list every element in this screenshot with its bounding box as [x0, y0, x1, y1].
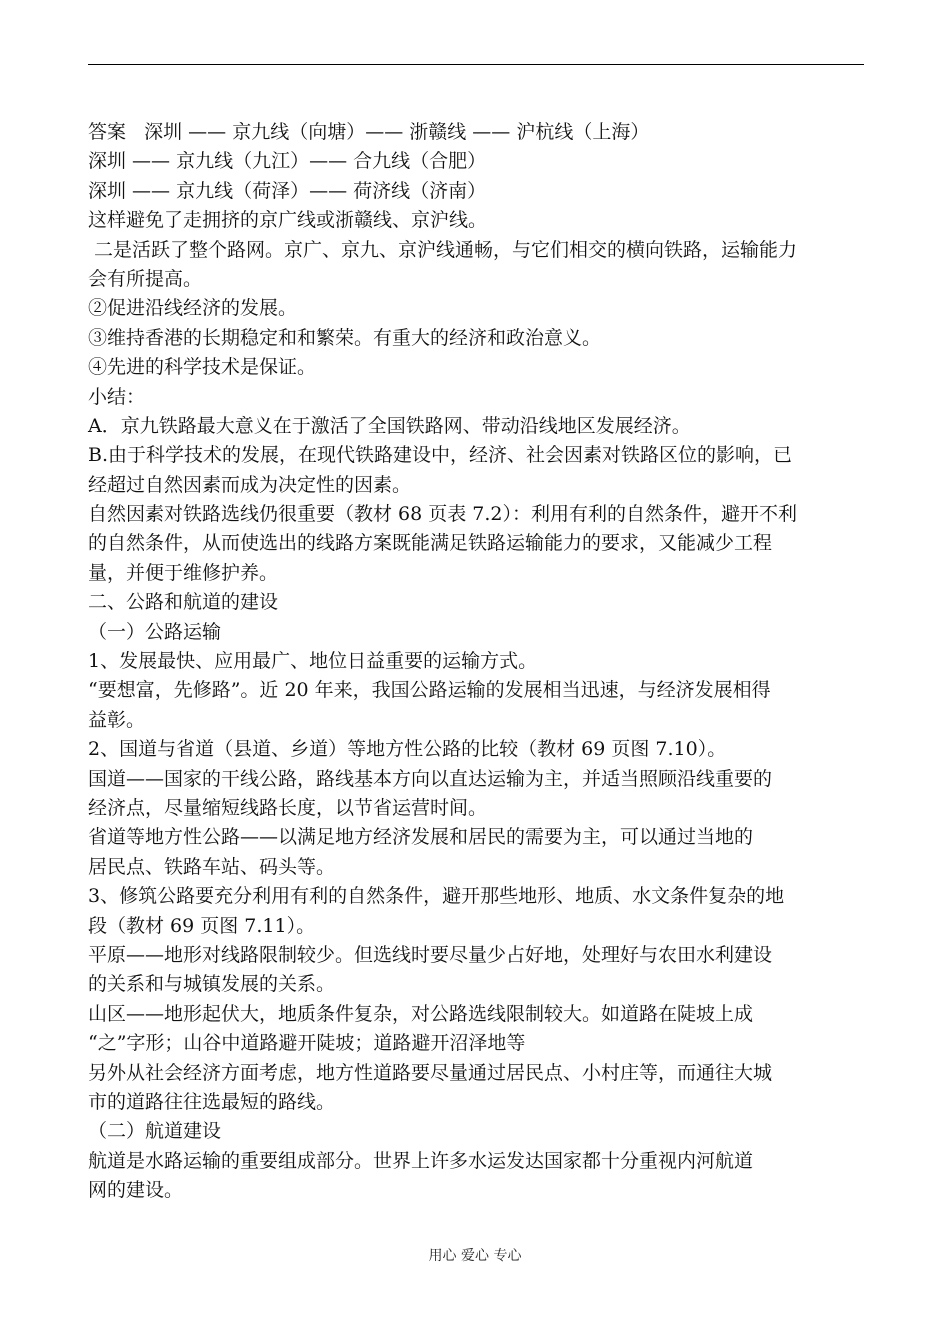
text-line: 2、国道与省道（县道、乡道）等地方性公路的比较（教材 69 页图 7.10）。 [88, 738, 727, 761]
text-line: 段（教材 69 页图 7.11）。 [88, 914, 316, 937]
text-line: 市的道路往往选最短的路线。 [88, 1090, 336, 1113]
text-line: 这样避免了走拥挤的京广线或浙赣线、京沪线。 [88, 209, 488, 232]
text-line: 居民点、铁路车站、码头等。 [88, 855, 336, 878]
text-line: 国道——国家的干线公路，路线基本方向以直达运输为主，并适当照顾沿线重要的 [88, 767, 773, 790]
text-line: B.由于科学技术的发展，在现代铁路建设中，经济、社会因素对铁路区位的影响，已 [88, 444, 793, 467]
text-line: 平原——地形对线路限制较少。但选线时要尽量少占好地，处理好与农田水利建设 [88, 943, 773, 966]
subsection-heading: （一）公路运输 [88, 620, 222, 643]
text-line: A．京九铁路最大意义在于激活了全国铁路网、带动沿线地区发展经济。 [88, 414, 691, 437]
text-line: 另外从社会经济方面考虑，地方性道路要尽量通过居民点、小村庄等，而通往大城 [88, 1061, 773, 1084]
section-heading: 小结： [88, 385, 146, 408]
text-line: 会有所提高。 [88, 267, 203, 290]
text-line: 益彰。 [88, 708, 146, 731]
text-line: 的关系和与城镇发展的关系。 [88, 973, 336, 996]
text-line: “之”字形；山谷中道路避开陡坡；道路避开沼泽地等 [88, 1032, 526, 1055]
text-line: 网的建设。 [88, 1179, 184, 1202]
text-line: 1、发展最快、应用最广、地位日益重要的运输方式。 [88, 650, 538, 673]
text-line: 的自然条件，从而使选出的线路方案既能满足铁路运输能力的要求，又能减少工程 [88, 532, 773, 555]
text-line: ②促进沿线经济的发展。 [88, 297, 298, 320]
text-line: 山区——地形起伏大，地质条件复杂，对公路选线限制较大。如道路在陡坡上成 [88, 1002, 754, 1025]
text-line: 深圳 —— 京九线（荷泽）—— 荷济线（济南） [88, 179, 487, 202]
page-footer: 用心 爱心 专心 [428, 1248, 522, 1264]
text-line: 省道等地方性公路——以满足地方经济发展和居民的需要为主，可以通过当地的 [88, 826, 754, 849]
text-line: ④先进的科学技术是保证。 [88, 356, 317, 379]
document-body [88, 118, 864, 1205]
text-line: 航道是水路运输的重要组成部分。世界上许多水运发达国家都十分重视内河航道 [88, 1149, 754, 1172]
text-line: 3、修筑公路要充分利用有利的自然条件，避开那些地形、地质、水文条件复杂的地 [88, 885, 785, 908]
text-line: ③维持香港的长期稳定和和繁荣。有重大的经济和政治意义。 [88, 326, 602, 349]
text-line: 深圳 —— 京九线（九江）—— 合九线（合肥） [88, 150, 487, 173]
header-rule [88, 64, 864, 65]
subsection-heading: （二）航道建设 [88, 1120, 222, 1143]
text-line: 答案 深圳 —— 京九线（向塘）—— 浙赣线 —— 沪杭线（上海） [88, 121, 650, 143]
text-line: 量，并便于维修护养。 [88, 561, 279, 584]
text-line: 经超过自然因素而成为决定性的因素。 [88, 473, 412, 496]
text-line: 二是活跃了整个路网。京广、京九、京沪线通畅，与它们相交的横向铁路，运输能力 [88, 238, 798, 261]
text-line: 自然因素对铁路选线仍很重要（教材 68 页表 7.2）：利用有利的自然条件，避开不利 [88, 503, 798, 526]
text-line: 经济点，尽量缩短线路长度，以节省运营时间。 [88, 796, 488, 819]
section-heading: 二、公路和航道的建设 [88, 591, 279, 614]
text-line: “要想富，先修路”。近 20 年来，我国公路运输的发展相当迅速，与经济发展相得 [88, 679, 771, 702]
